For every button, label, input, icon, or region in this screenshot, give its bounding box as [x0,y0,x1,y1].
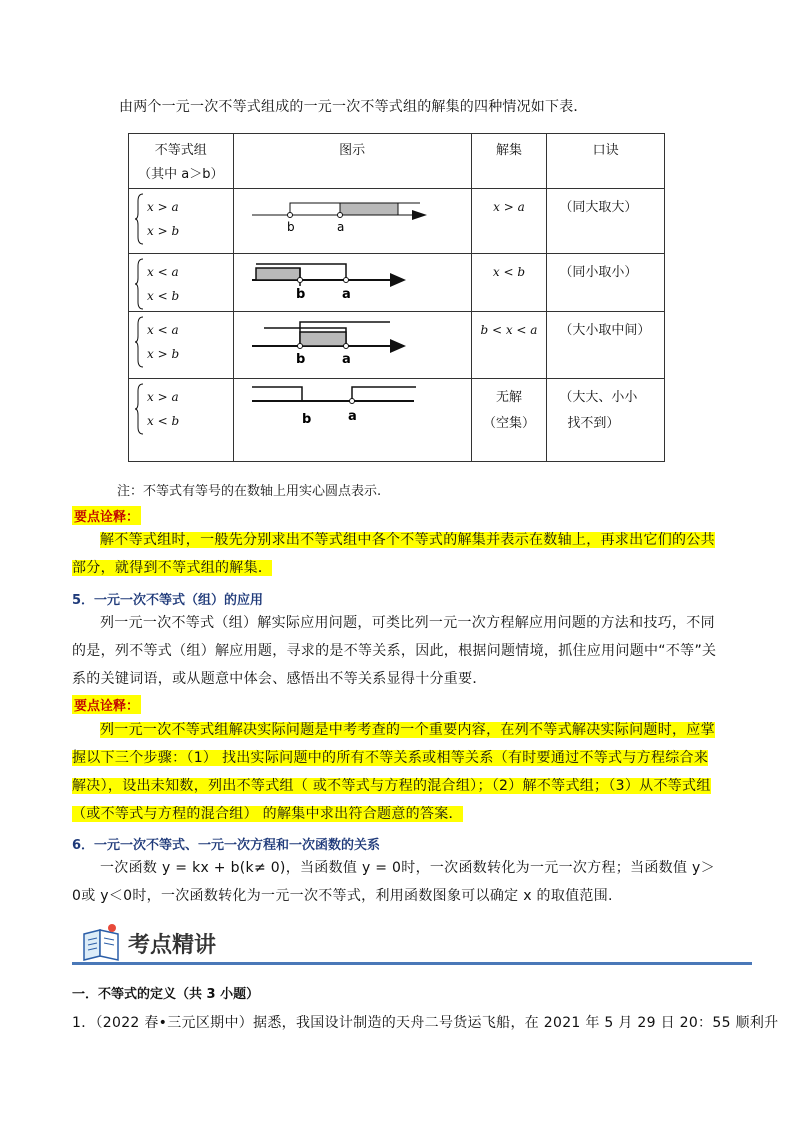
book-icon [80,922,124,962]
system-line-1: x > a [147,390,179,404]
system-line-2: x > b [147,224,180,238]
rhyme-cell: （同小取小） [547,254,665,312]
number-line-diagram [233,312,471,379]
table-note: 注：不等式有等号的在数轴上用实心圆点表示. [117,484,382,499]
section-6-title: 6．一元一次不等式、一元一次方程和一次函数的关系 [72,838,381,853]
header-system-line2: （其中 a＞b） [138,167,224,182]
label-a: a [347,409,357,424]
number-line-diagram [233,379,471,462]
system-line-2: x < b [147,289,180,303]
label-a: a [341,352,351,367]
header-system-line1: 不等式组 [154,143,207,158]
rhyme-cell: （同大取大） [547,189,665,254]
question-1: 1．（2022 春•三元区期中）据悉，我国设计制造的天舟二号货运飞船，在 2021 年 5 月 29 日 20：55 顺利升 [72,1015,779,1031]
solution-line-2: （空集） [482,416,535,431]
table-row [129,312,665,379]
system-cell [129,312,234,379]
system-line-1: x < a [147,323,179,337]
table-row [129,379,665,462]
solution-cell: x < b [471,254,547,312]
intro-text: 由两个一元一次不等式组成的一元一次不等式组的解集的四种情况如下表． [119,99,588,115]
system-line-1: x < a [147,265,179,279]
header-rhyme: 口诀 [547,134,665,189]
table-row [129,189,665,254]
banner-title: 考点精讲 [128,933,217,958]
system-cell [129,254,234,312]
label-b: b [295,287,305,302]
label-b: b [295,352,305,367]
number-line-diagram [233,254,471,312]
section-banner [72,922,752,968]
banner-bar [72,962,752,965]
brace-icon [135,383,145,435]
solution-cell [471,379,547,462]
label-a: a [341,287,351,302]
rhyme-cell [547,379,665,462]
inequality-table [128,133,665,462]
tip-label: 要点诠释： [72,695,141,714]
tip-paragraph [72,526,722,582]
rhyme-line-1: （大大、小小 [559,390,638,405]
tip-text: 解不等式组时，一般先分别求出不等式组中各个不等式的解集并表示在数轴上，再求出它们的公共部分，就得到不等式组的解集． [72,532,715,576]
system-cell [129,379,234,462]
label-b: b [286,220,295,234]
brace-icon [135,258,145,310]
brace-icon [135,316,145,368]
tip-paragraph [72,716,722,828]
header-diagram: 图示 [233,134,471,189]
section-5-paragraph: 列一元一次不等式（组）解实际应用问题，可类比列一元一次方程解应用问题的方法和技巧，不同的是，列不等式（组）解应用题，寻求的是不等关系，因此，根据问题情境，抓住应用问题中“不等”关系的关键词语，或从题意中体会、感悟出不等关系显得十分重要． [72,615,717,687]
system-line-1: x > a [147,200,179,214]
header-system [129,134,234,189]
table-row [129,254,665,312]
tip-text: 列一元一次不等式组解决实际问题是中考考查的一个重要内容，在列不等式解决实际问题时，应掌握以下三个步骤：（1） 找出实际问题中的所有不等关系或相等关系（有时要通过不等式与方程综合来解决），设出未知数，列出不等式组（ 或不等式与方程的混合组）；（2）解不等式组；（3）从不等式组（或不等式与方程的混合组） 的解集中求出符合题意的答案． [72,722,715,822]
system-line-2: x > b [147,347,180,361]
system-line-2: x < b [147,414,180,428]
category-heading: 一．不等式的定义（共 3 小题） [72,987,260,1002]
brace-icon [135,193,145,245]
label-b: b [301,412,311,427]
table-header-row [129,134,665,189]
system-cell [129,189,234,254]
section-5-title: 5．一元一次不等式（组）的应用 [72,593,264,608]
number-line-diagram [233,189,471,254]
rhyme-cell: （大小取中间） [547,312,665,379]
solution-cell: b < x < a [471,312,547,379]
solution-cell: x > a [471,189,547,254]
tip-label: 要点诠释： [72,506,141,525]
rhyme-line-2: 找不到） [567,416,620,431]
solution-line-1: 无解 [495,390,522,405]
section-6-paragraph: 一次函数 y = kx + b(k≠ 0)，当函数值 y = 0时，一次函数转化为一元一次方程；当函数值 y＞0或 y＜0时，一次函数转化为一元一次不等式，利用函数图象可以确定 x 的取值范围. [72,860,715,904]
header-solution: 解集 [471,134,547,189]
label-a: a [336,220,344,234]
